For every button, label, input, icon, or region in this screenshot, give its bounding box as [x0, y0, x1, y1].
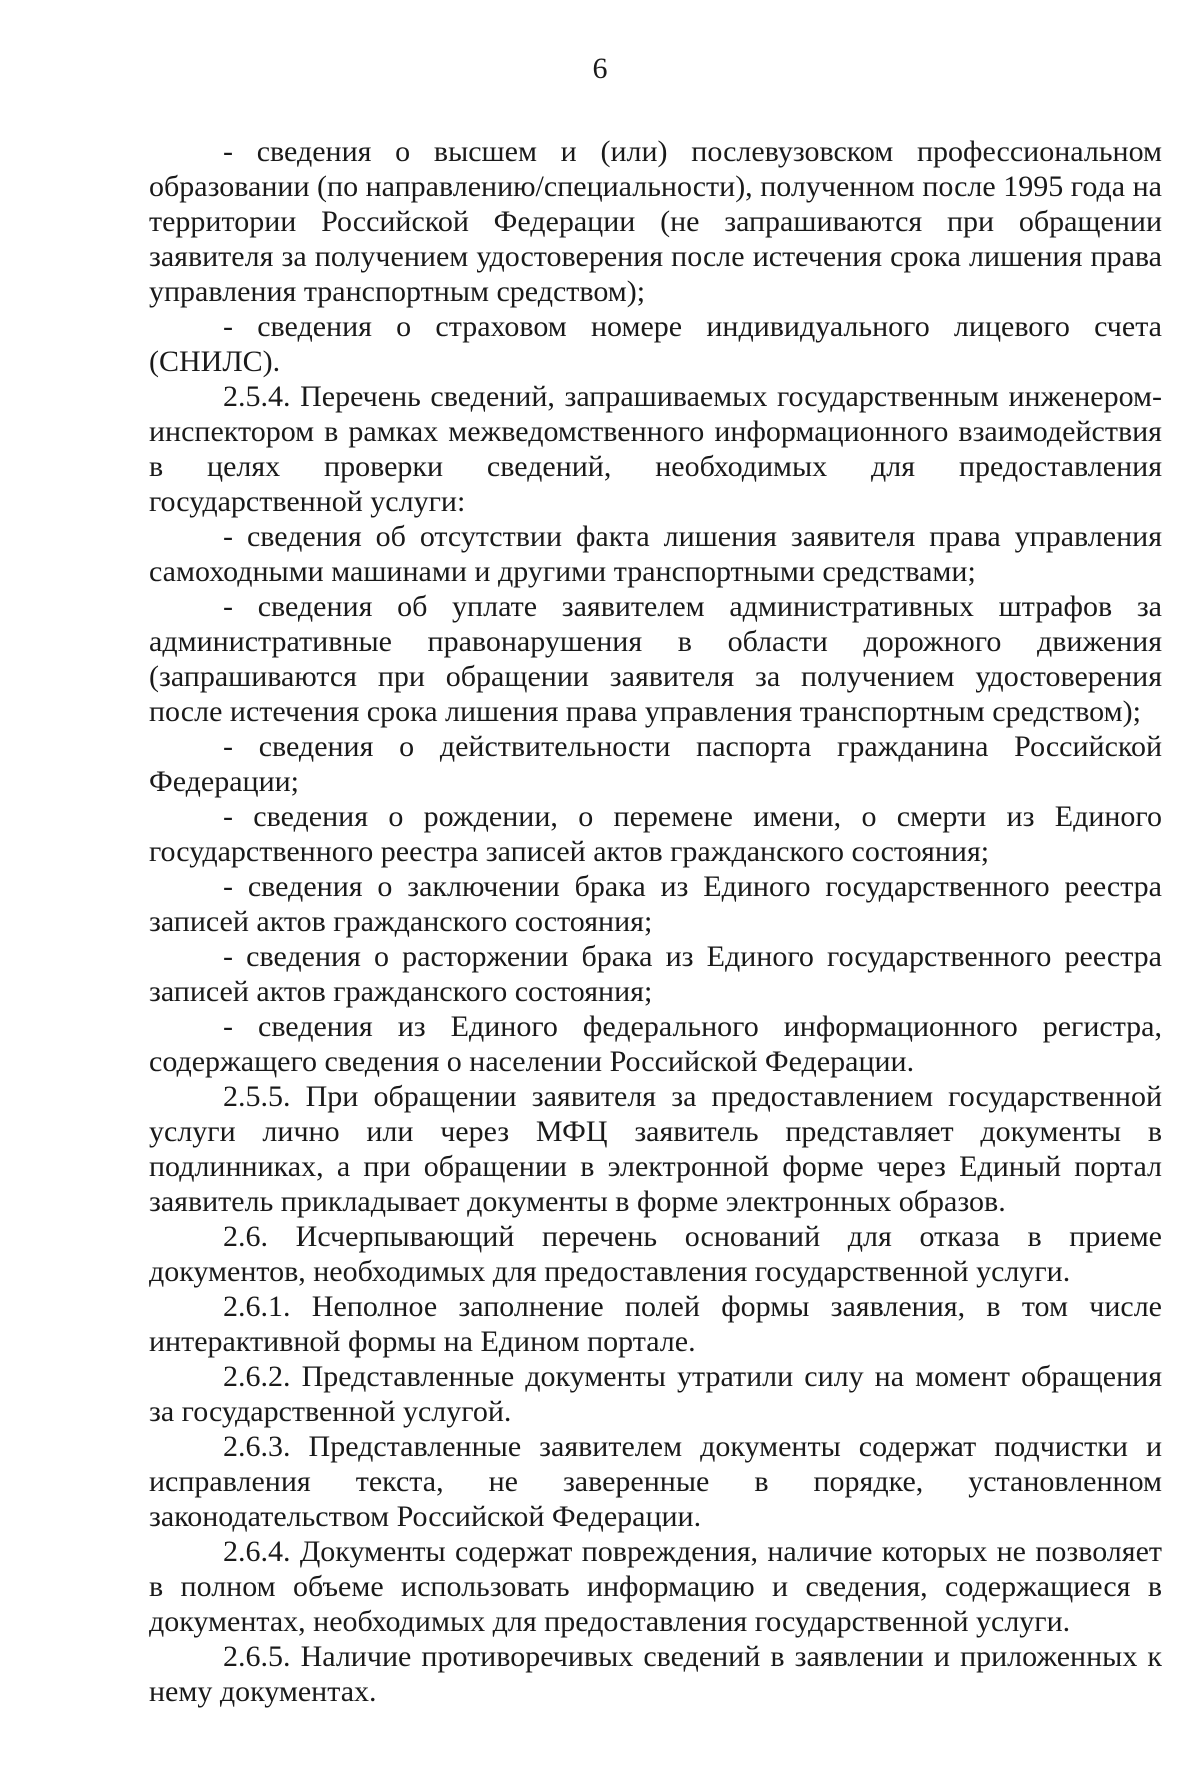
paragraph-2-6-1: 2.6.1. Неполное заполнение полей формы заявления, в том числе интерактивной формы на Едином портале. — [149, 1290, 1162, 1358]
paragraph-2-5-4: 2.5.4. Перечень сведений, запрашиваемых государственным инженером-инспектором в рамках межведомственного информационного взаимодействия в целях проверки сведений, необходимых для предоставления государственной услуги: — [149, 380, 1162, 518]
page-number: 6 — [592, 52, 608, 85]
paragraph-2-6: 2.6. Исчерпывающий перечень оснований для отказа в приеме документов, необходимых для предоставления государственной услуги. — [149, 1220, 1162, 1288]
paragraph-license-deprivation: - сведения об отсутствии факта лишения заявителя права управления самоходными машинами и другими транспортными средствами; — [149, 520, 1162, 588]
paragraph-fines: - сведения об уплате заявителем административных штрафов за административные правонарушения в области дорожного движения (запрашиваются при обращении заявителя за получением удостоверения после истечения срока лишения права управления транспортным средством); — [149, 590, 1162, 728]
paragraph-snils: - сведения о страховом номере индивидуального лицевого счета (СНИЛС). — [149, 310, 1162, 378]
paragraph-2-6-5: 2.6.5. Наличие противоречивых сведений в заявлении и приложенных к нему документах. — [149, 1640, 1162, 1708]
paragraph-2-6-4: 2.6.4. Документы содержат повреждения, наличие которых не позволяет в полном объеме использовать информацию и сведения, содержащиеся в документах, необходимых для предоставления государственной услуги. — [149, 1535, 1162, 1638]
paragraph-higher-education: - сведения о высшем и (или) послевузовском профессиональном образовании (по направлению/специальности), полученном после 1995 года на территории Российской Федерации (не запрашиваются при обращении заявителя за получением удостоверения после истечения срока лишения права управления транспортным средством); — [149, 135, 1162, 308]
paragraph-marriage: - сведения о заключении брака из Единого государственного реестра записей актов гражданского состояния; — [149, 870, 1162, 938]
document-body — [149, 134, 1162, 1709]
paragraph-birth-name-death: - сведения о рождении, о перемене имени, о смерти из Единого государственного реестра записей актов гражданского состояния; — [149, 800, 1162, 868]
paragraph-passport: - сведения о действительности паспорта гражданина Российской Федерации; — [149, 730, 1162, 798]
paragraph-2-5-5: 2.5.5. При обращении заявителя за предоставлением государственной услуги лично или через МФЦ заявитель представляет документы в подлинниках, а при обращении в электронной форме через Единый портал заявитель прикладывает документы в форме электронных образов. — [149, 1080, 1162, 1218]
paragraph-population-register: - сведения из Единого федерального информационного регистра, содержащего сведения о населении Российской Федерации. — [149, 1010, 1162, 1078]
paragraph-2-6-2: 2.6.2. Представленные документы утратили силу на момент обращения за государственной услугой. — [149, 1360, 1162, 1428]
paragraph-2-6-3: 2.6.3. Представленные заявителем документы содержат подчистки и исправления текста, не заверенные в порядке, установленном законодательством Российской Федерации. — [149, 1430, 1162, 1533]
paragraph-divorce: - сведения о расторжении брака из Единого государственного реестра записей актов гражданского состояния; — [149, 940, 1162, 1008]
